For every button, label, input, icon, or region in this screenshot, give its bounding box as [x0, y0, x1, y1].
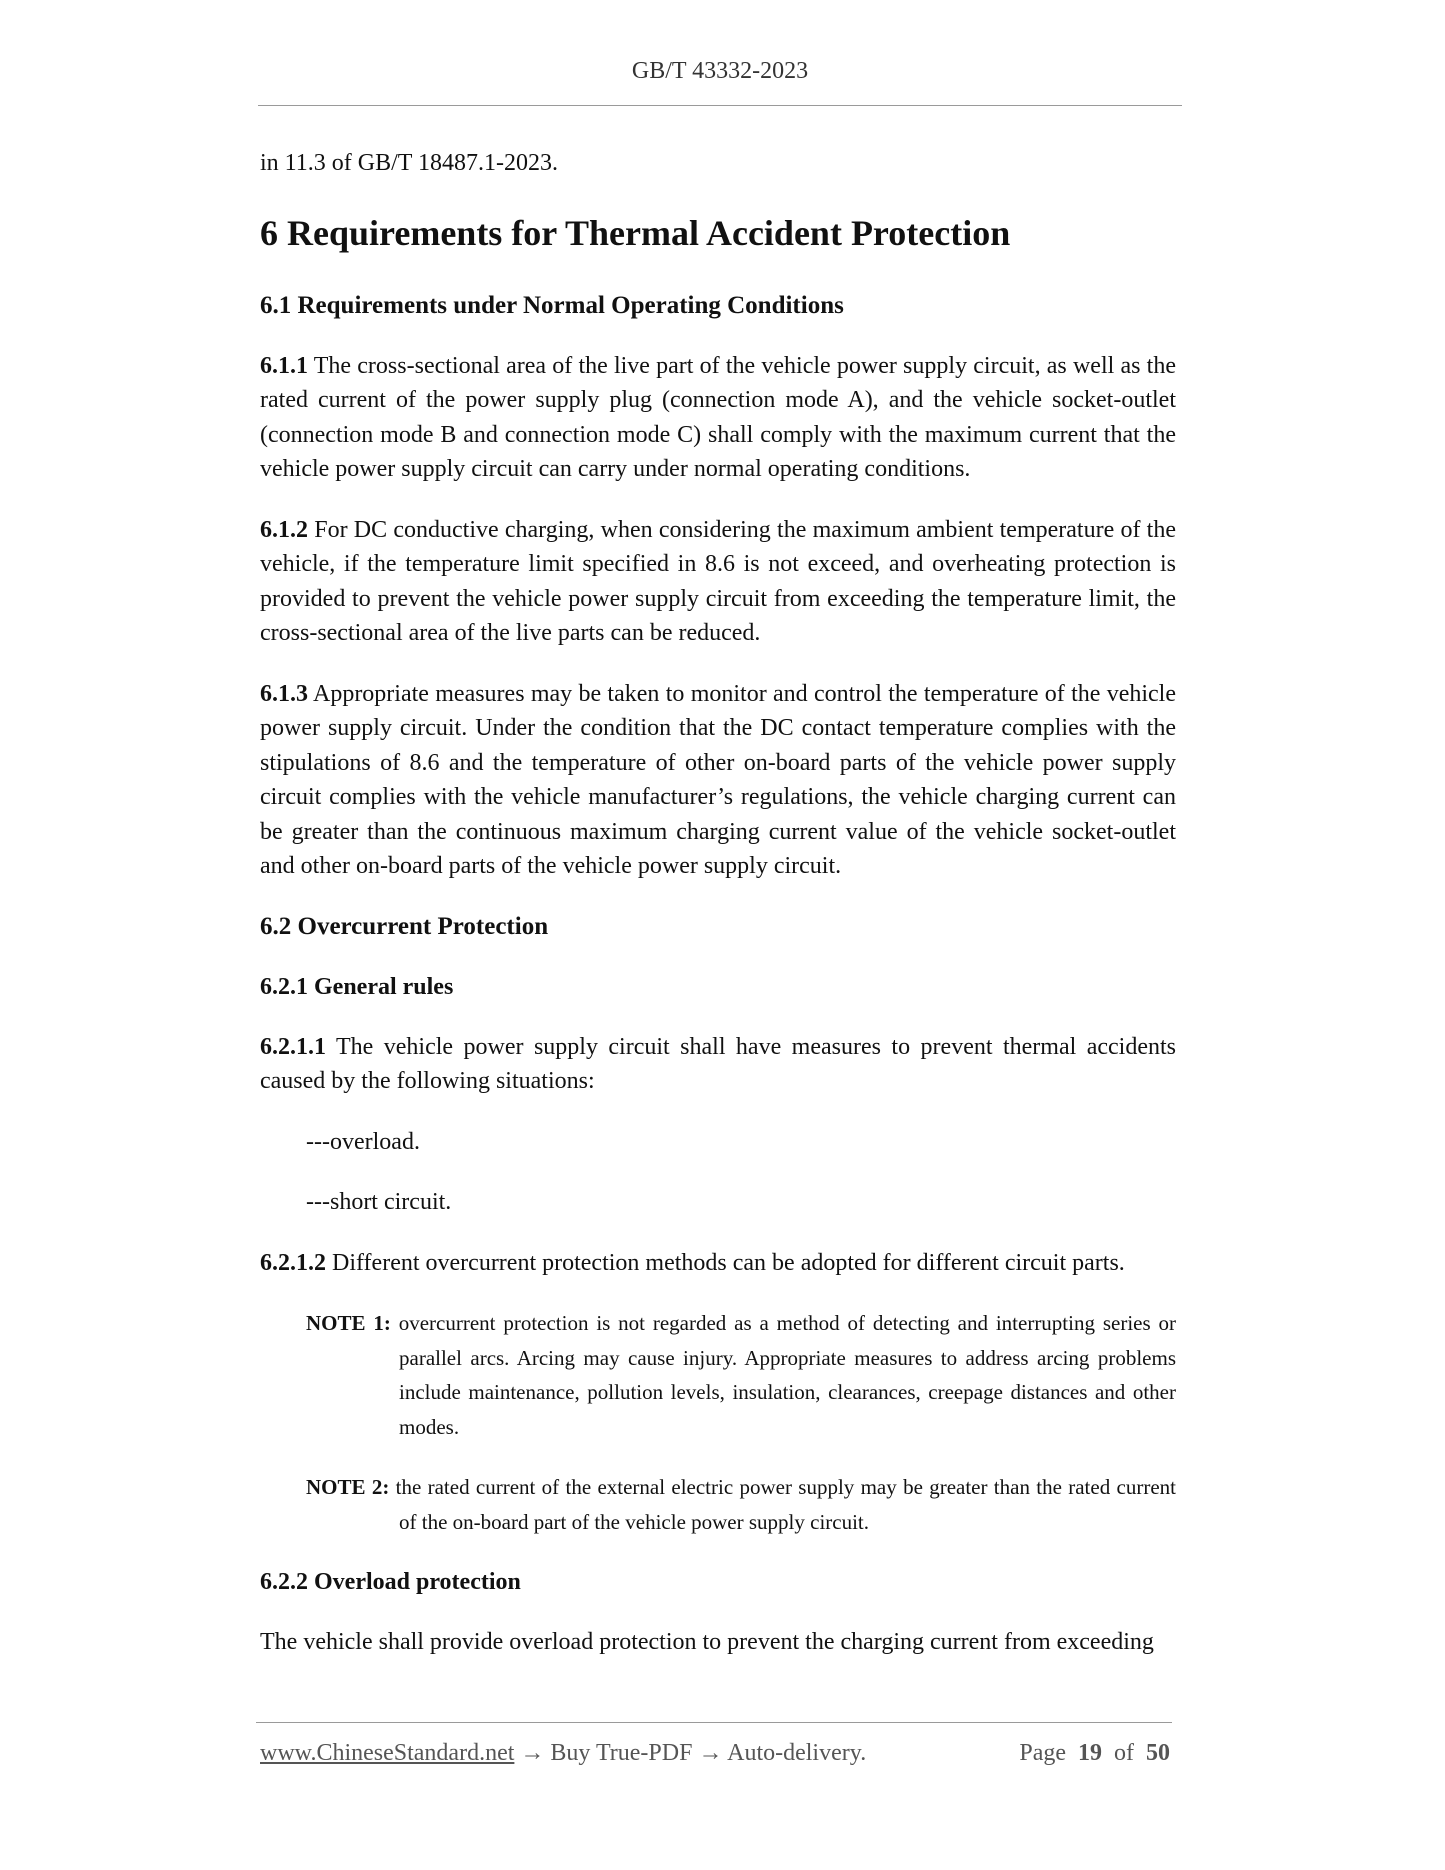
clause-number: 6.1.2 [260, 516, 308, 543]
clause-text: Appropriate measures may be taken to monitor and control the temperature of the vehicle power supply circuit. Under the condition that the DC contact temperature complies with the stipulations of 8.6 and the temperature of other on-board parts of the vehicle power supply circuit complies with the vehicle manufacturer’s regulations, the vehicle charging current can be greater than the continuous maximum charging current value of the vehicle socket-outlet and other on-board parts of the vehicle power supply circuit. [260, 680, 1176, 879]
note-label: NOTE 2: [306, 1475, 390, 1499]
note-text: overcurrent protection is not regarded as a method of detecting and interrupting series or parallel arcs. Arcing may cause injury. Appropriate measures to address arcing problems include maintenance, pollution levels, insulation, clearances, creepage distances and other modes. [390, 1311, 1176, 1439]
note-2 [306, 1470, 1176, 1539]
page-label: Page [1019, 1740, 1066, 1766]
list-item: ---short circuit. [306, 1189, 452, 1215]
continuation-text: in 11.3 of GB/T 18487.1-2023. [260, 150, 558, 176]
clause-6-1-2 [260, 513, 1176, 651]
total-pages: 50 [1146, 1740, 1170, 1766]
section-6-2-1-heading: 6.2.1 General rules [260, 973, 454, 1000]
section-6-2-2-heading: 6.2.2 Overload protection [260, 1569, 521, 1595]
footer-promo [260, 1740, 866, 1767]
clause-text: The vehicle power supply circuit shall have measures to prevent thermal accidents caused by the following situations: [260, 1033, 1176, 1094]
note-text: the rated current of the external electric power supply may be greater than the rated current of the on-board part of the vehicle power supply circuit. [389, 1475, 1176, 1534]
clause-6-2-1-2 [260, 1246, 1176, 1281]
clause-number: 6.2.1.1 [260, 1033, 326, 1060]
clause-6-2-2-text: The vehicle shall provide overload protection to prevent the charging current from exceeding [260, 1629, 1154, 1655]
note-1 [306, 1306, 1176, 1444]
page-number: 19 [1078, 1740, 1102, 1766]
clause-6-1-3 [260, 677, 1176, 884]
section-6-1-heading: 6.1 Requirements under Normal Operating Conditions [260, 291, 844, 319]
clause-text: For DC conductive charging, when considering the maximum ambient temperature of the vehicle, if the temperature limit specified in 8.6 is not exceed, and overheating protection is provided to prevent the vehicle power supply circuit from exceeding the temperature limit, the cross-sectional area of the live parts can be reduced. [260, 516, 1176, 646]
page-indicator [1019, 1740, 1170, 1767]
footer-divider [256, 1722, 1172, 1723]
clause-6-1-1 [260, 349, 1176, 487]
section-6-2-heading: 6.2 Overcurrent Protection [260, 912, 549, 940]
section-6-heading: 6 Requirements for Thermal Accident Protection [260, 212, 1011, 253]
clause-number: 6.2.1.2 [260, 1249, 326, 1276]
clause-text: Different overcurrent protection methods can be adopted for different circuit parts. [326, 1249, 1125, 1276]
clause-number: 6.1.1 [260, 352, 308, 379]
list-item: ---overload. [306, 1128, 420, 1155]
of-label: of [1114, 1740, 1134, 1766]
clause-text: The cross-sectional area of the live part of the vehicle power supply circuit, as well as the rated current of the power supply plug (connection mode A), and the vehicle socket-outlet (connection mode B and connection mode C) shall comply with the maximum current that the vehicle power supply circuit can carry under normal operating conditions. [260, 352, 1176, 482]
page-header: GB/T 43332-2023 [631, 58, 809, 84]
promo-text: → Buy True-PDF → Auto-delivery. [514, 1740, 867, 1766]
clause-6-2-1-1 [260, 1030, 1176, 1099]
header-divider [258, 105, 1182, 106]
document-body [260, 146, 1176, 1686]
note-label: NOTE 1: [306, 1311, 391, 1335]
site-link[interactable]: www.ChineseStandard.net [260, 1740, 515, 1766]
clause-number: 6.1.3 [260, 680, 308, 707]
